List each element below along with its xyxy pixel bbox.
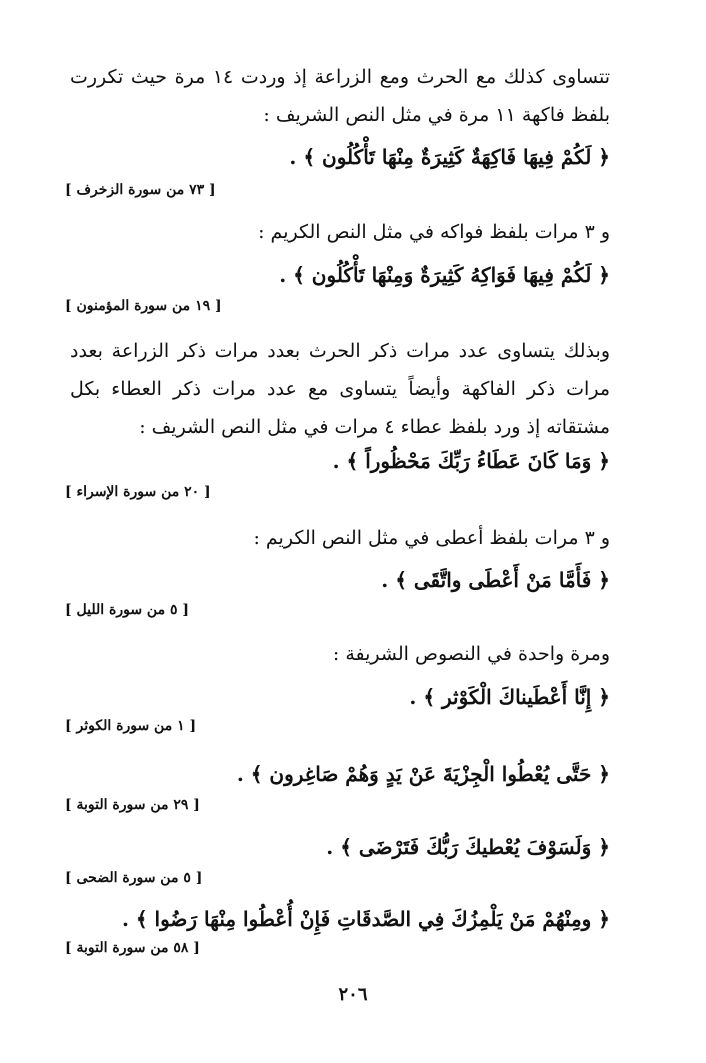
verse-1: ﴿ لَكُمْ فِيهَا فَاكِهَةٌ كَثِيرَةٌ مِنْهَا تَأْكُلُون ﴾ . bbox=[289, 145, 610, 169]
intro-paragraph: تتساوى كذلك مع الحرث ومع الزراعة إذ وردت ١٤ مرة حيث تكررت بلفظ فاكهة ١١ مرة في مثل النص الشريف : bbox=[70, 66, 610, 126]
verse-6: ﴿ حَتَّى يُعْطُوا الْجِزْيَةَ عَنْ يَدٍ وَهُمْ صَاغِرون ﴾ . bbox=[236, 762, 610, 786]
reference-4: [ ٥ من سورة الليل ] bbox=[65, 602, 189, 618]
line-4: ومرة واحدة في النصوص الشريفة : bbox=[332, 643, 610, 665]
line-2: و ٣ مرات بلفظ فواكه في مثل النص الكريم : bbox=[258, 221, 610, 243]
verse-5: ﴿ إِنَّا أَعْطَيناكَ الْكَوْثر ﴾ . bbox=[409, 685, 610, 709]
verse-8: ﴿ ومِنْهُمْ مَنْ يَلْمِزُكَ فِي الصَّدقَاتِ فَإِنْ أُعْطُوا مِنْهَا رَضُوا ﴾ . bbox=[121, 907, 610, 931]
verse-7: ﴿ وَلَسَوْفَ يُعْطيكَ رَبُّكَ فَتَرْضَى ﴾ . bbox=[326, 835, 610, 859]
reference-1: [ ٧٣ من سورة الزخرف ] bbox=[65, 182, 216, 198]
reference-7: [ ٥ من سورة الضحى ] bbox=[65, 870, 203, 886]
reference-5: [ ١ من سورة الكوثر ] bbox=[65, 718, 197, 734]
page-number: ٢٠٦ bbox=[338, 984, 368, 1005]
paragraph-2: وبذلك يتساوى عدد مرات ذكر الحرث بعدد مرات ذكر الزراعة بعدد مرات ذكر الفاكهة وأيضاً يتساوى مع عدد مرات ذكر العطاء بكل مشتقاته إذ ورد بلفظ عطاء ٤ مرات في مثل النص الشريف : bbox=[70, 340, 610, 438]
line-3: و ٣ مرات بلفظ أعطى في مثل النص الكريم : bbox=[253, 527, 610, 549]
verse-3: ﴿ وَمَا كَانَ عَطَاءُ رَبِّكَ مَحْظُوراً ﴾ . bbox=[332, 449, 610, 473]
reference-3: [ ٢٠ من سورة الإسراء ] bbox=[65, 484, 211, 500]
verse-4: ﴿ فَأَمَّا مَنْ أَعْطَى واتَّقَى ﴾ . bbox=[381, 568, 610, 592]
reference-2: [ ١٩ من سورة المؤمنون ] bbox=[65, 298, 222, 314]
verse-2: ﴿ لَكُمْ فِيهَا فَوَاكِهُ كَثِيرَةٌ وَمِنْهَا تَأْكُلُون ﴾ . bbox=[279, 263, 610, 287]
reference-8: [ ٥٨ من سورة التوبة ] bbox=[65, 940, 200, 956]
reference-6: [ ٢٩ من سورة التوبة ] bbox=[65, 797, 200, 813]
